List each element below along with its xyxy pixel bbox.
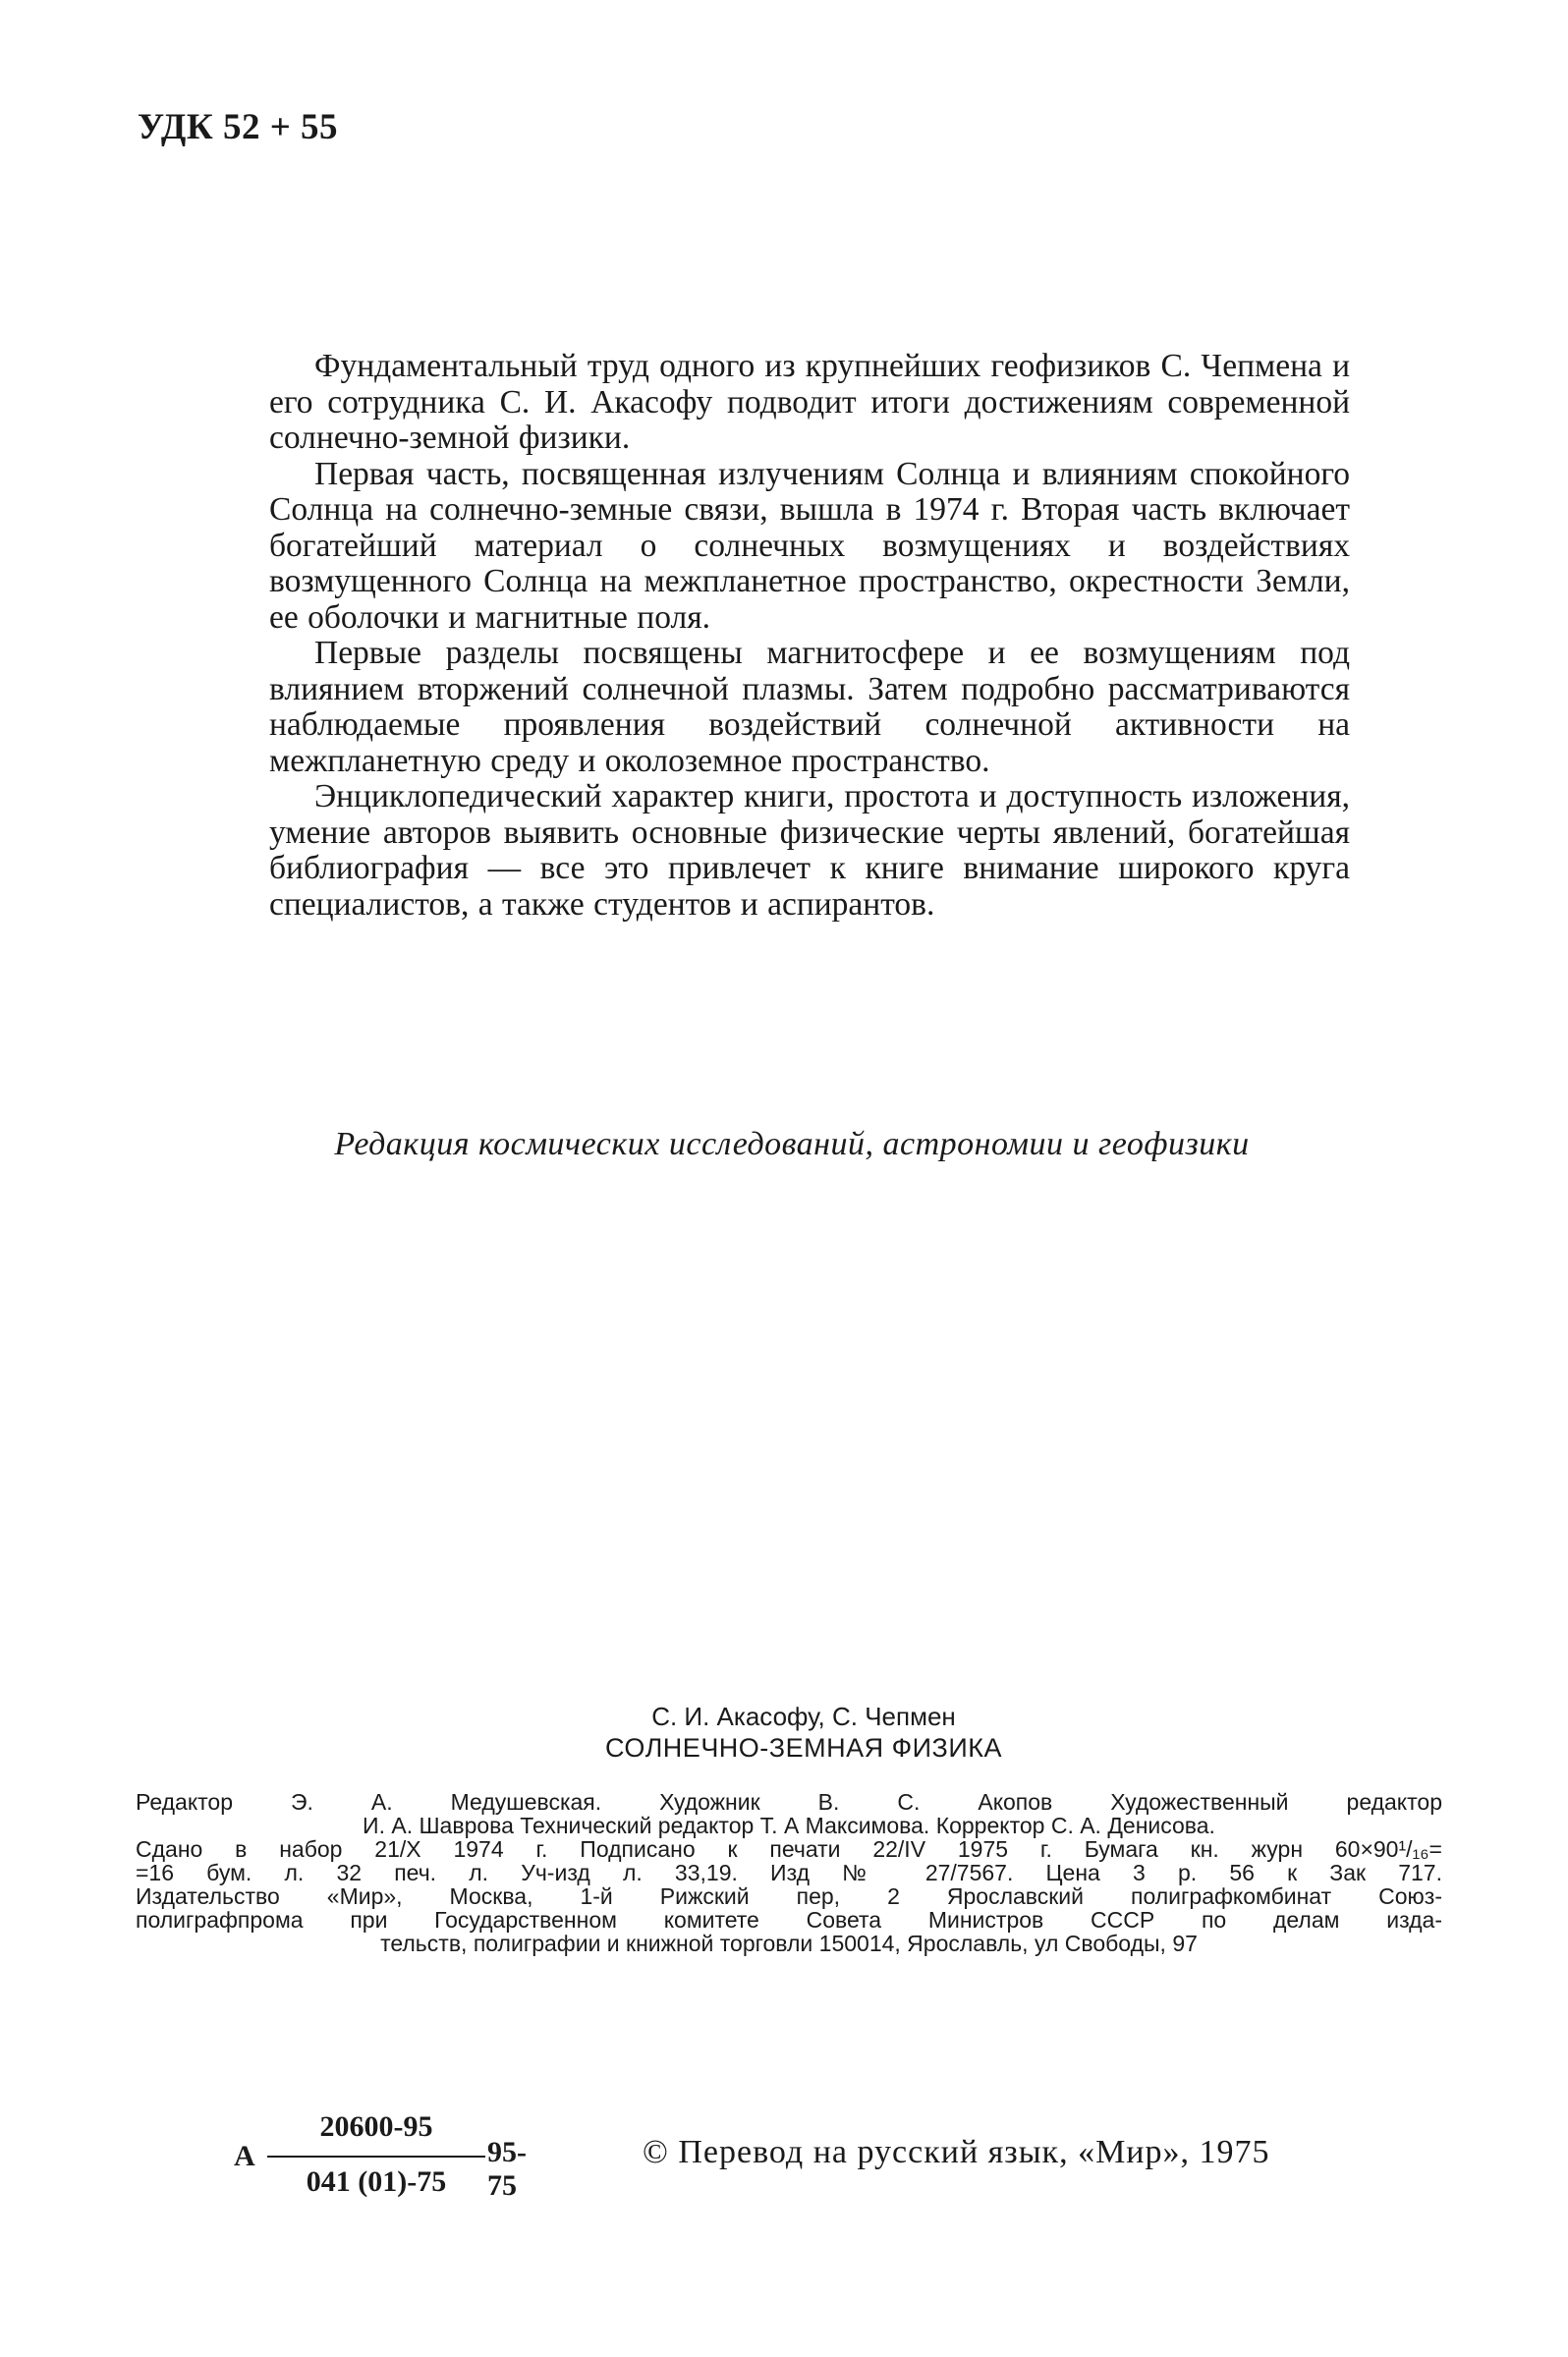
index-letter: А (234, 2140, 255, 2172)
publisher-line: тельств, полиграфии и книжной торговли 150014, Ярославль, ул Свободы, 97 (380, 1931, 1198, 1956)
print-details-line: Сдано в набор 21/X 1974 г. Подписано к печати 22/IV 1975 г. Бумага кн. журн 60×90¹/₁₆= (136, 1836, 1442, 1862)
book-title: СОЛНЕЧНО-ЗЕМНАЯ ФИЗИКА (604, 1733, 1003, 1763)
editorial-department: Редакция космических исследований, астрономии и геофизики (334, 1126, 1250, 1162)
udk-code: УДК 52 + 55 (138, 107, 339, 147)
index-fraction (267, 2110, 485, 2199)
publisher-line: Издательство «Мир», Москва, 1-й Рижский пер, 2 Ярославский полиграфкомбинат Союз- (136, 1883, 1442, 1909)
copyright-notice: © Перевод на русский язык, «Мир», 1975 (643, 2134, 1270, 2170)
annotation-paragraph: Энциклопедический характер книги, простота и доступность изложения, умение авторов выявить основные физические черты явлений, богатейшая библиография — все это привлечет к книге внимание широкого круга специалистов, а также студентов и аспирантов. (269, 778, 1350, 923)
index-denominator: 041 (01)-75 (306, 2165, 447, 2198)
staff-line: Редактор Э. А. Медушевская. Художник В. С. Акопов Художественный редактор (136, 1789, 1442, 1815)
index-numerator: 20600-95 (319, 2110, 433, 2143)
book-authors: С. И. Акасофу, С. Чепмен (651, 1702, 956, 1731)
annotation-paragraph: Первая часть, посвященная излучениям Солнца и влияниям спокойного Солнца на солнечно-земные связи, вышла в 1974 г. Вторая часть включает богатейший материал о солнечных возмущениях и воздействиях возмущенного Солнца на межпланетное пространство, окрестности Земли, ее оболочки и магнитные поля. (269, 455, 1350, 636)
annotation-paragraph: Фундаментальный труд одного из крупнейших геофизиков С. Чепмена и его сотрудника С. И. Акасофу подводит итоги достижениям современной солнечно-земной физики. (269, 348, 1350, 456)
fraction-bar (267, 2156, 485, 2158)
publisher-line: полиграфпрома при Государственном комитете Совета Министров СССР по делам изда- (136, 1907, 1442, 1933)
staff-line: И. А. Шаврова Технический редактор Т. А Максимова. Корректор С. А. Денисова. (363, 1813, 1215, 1838)
colophon (136, 1790, 1442, 1955)
index-suffix: 95-75 (487, 2136, 527, 2202)
print-details-line: =16 бум. л. 32 печ. л. Уч-изд л. 33,19. Изд № 27/7567. Цена 3 р. 56 к Зак 717. (136, 1860, 1442, 1885)
annotation (269, 349, 1350, 923)
annotation-paragraph: Первые разделы посвящены магнитосфере и ее возмущениям под влиянием вторжений солнечной плазмы. Затем подробно рассматриваются наблюдаемые проявления воздействий солнечной активности на межпланетную среду и околоземное пространство. (269, 635, 1350, 779)
